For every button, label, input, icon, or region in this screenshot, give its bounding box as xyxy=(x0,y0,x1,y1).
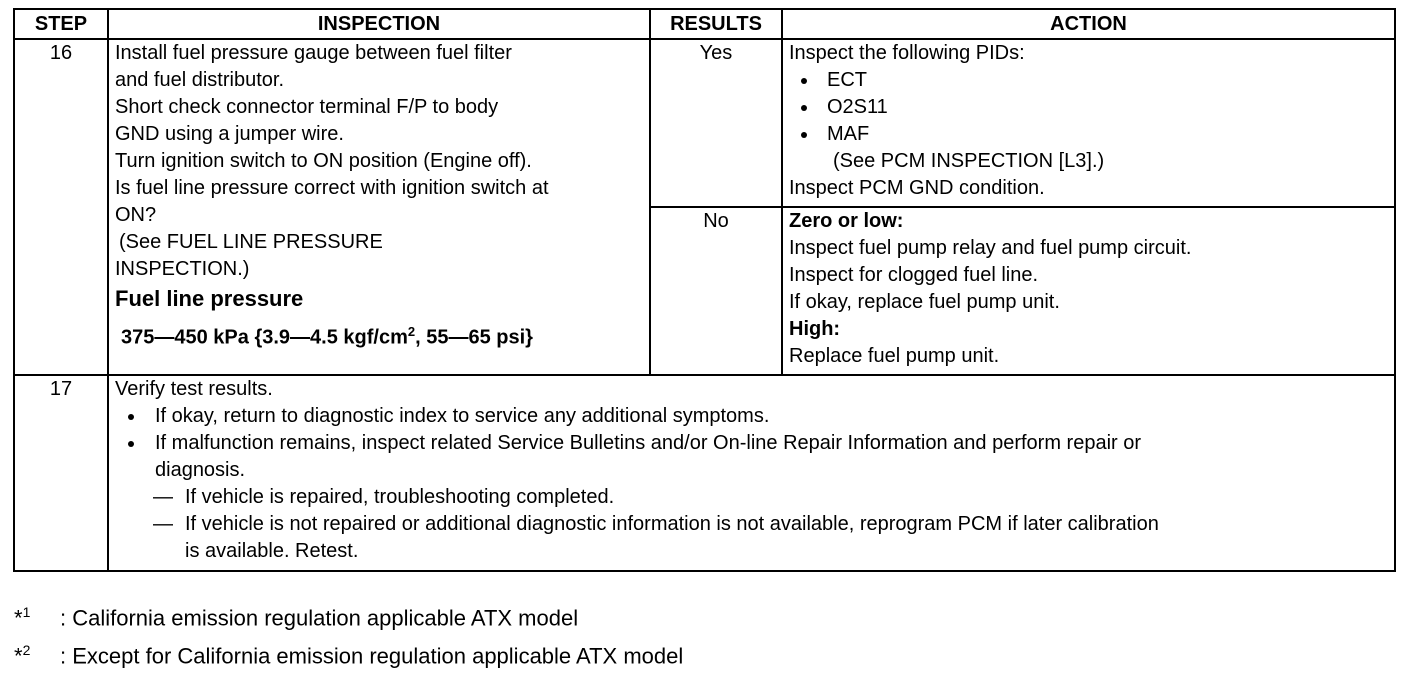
footnote-text-2: : Except for California emission regulation applicable ATX model xyxy=(60,643,684,669)
spec-value xyxy=(115,315,643,355)
list-item xyxy=(153,511,1388,565)
footnote-asterisk: * xyxy=(14,605,23,631)
step16-see-line-2: INSPECTION.) xyxy=(115,258,250,280)
step17-list xyxy=(115,403,1388,484)
dash-icon: — xyxy=(153,513,173,535)
step17-sublist xyxy=(115,484,1388,565)
spec-title: Fuel line pressure xyxy=(115,286,304,311)
header-row xyxy=(14,9,1395,39)
footnote-number: 2 xyxy=(22,642,31,659)
step16-yes-row xyxy=(14,39,1395,207)
spec-value-b: , 55—65 psi} xyxy=(415,326,533,349)
step16-inspection xyxy=(108,39,650,375)
spec-value-a: 375—450 kPa {3.9—4.5 kgf/cm xyxy=(121,326,408,349)
step16-insp-line-6: Is fuel line pressure correct with ignition switch at xyxy=(115,177,549,199)
step17-dash-1: If vehicle is repaired, troubleshooting completed. xyxy=(185,486,615,508)
header-inspection: INSPECTION xyxy=(108,9,650,39)
bullet-icon xyxy=(128,414,134,420)
step16-insp-line-5: Turn ignition switch to ON position (Engine off). xyxy=(115,150,532,172)
header-step: STEP xyxy=(14,9,108,39)
step16-insp-line-7: ON? xyxy=(115,204,157,226)
step17-number: 17 xyxy=(14,375,108,571)
yes-intro: Inspect the following PIDs: xyxy=(789,42,1025,64)
step17-inspection xyxy=(108,375,1395,571)
footnote-asterisk: * xyxy=(14,643,23,669)
diagnostic-table xyxy=(13,8,1396,572)
footnote-2 xyxy=(14,634,683,672)
zero-line-1: Inspect fuel pump relay and fuel pump circuit. xyxy=(789,237,1192,259)
list-item xyxy=(789,121,1388,148)
footnotes xyxy=(14,596,683,673)
dash-icon: — xyxy=(153,486,173,508)
pid-ect: ECT xyxy=(827,69,867,91)
step17-dash-2-line-2: is available. Retest. xyxy=(185,540,359,562)
bullet-icon xyxy=(801,132,807,138)
high-line-1: Replace fuel pump unit. xyxy=(789,345,1000,367)
step17-row xyxy=(14,375,1395,571)
list-item xyxy=(115,430,1388,484)
step16-insp-line-4: GND using a jumper wire. xyxy=(115,123,344,145)
step16-insp-line-3: Short check connector terminal F/P to body xyxy=(115,96,499,118)
step16-action-yes xyxy=(782,39,1395,207)
header-results: RESULTS xyxy=(650,9,782,39)
footnote-1 xyxy=(14,596,683,634)
pid-list xyxy=(789,67,1388,148)
step16-insp-line-1: Install fuel pressure gauge between fuel filter xyxy=(115,42,512,64)
footnote-mark-2 xyxy=(14,634,60,672)
zero-line-2: Inspect for clogged fuel line. xyxy=(789,264,1039,286)
header-action: ACTION xyxy=(782,9,1395,39)
step16-number: 16 xyxy=(14,39,108,375)
step17-bullet-2-line-2: diagnosis. xyxy=(155,459,246,481)
step16-result-no: No xyxy=(650,207,782,375)
step17-title: Verify test results. xyxy=(115,378,273,400)
step16-result-yes: Yes xyxy=(650,39,782,207)
list-item xyxy=(789,67,1388,94)
yes-outro: Inspect PCM GND condition. xyxy=(789,177,1045,199)
footnote-number: 1 xyxy=(22,604,31,620)
list-item xyxy=(115,403,1388,430)
footnote-mark-1 xyxy=(14,596,60,634)
bullet-icon xyxy=(128,441,134,447)
high-title: High: xyxy=(789,318,841,340)
step17-dash-2-line-1: If vehicle is not repaired or additional diagnostic information is not available, reprogram PCM if later calibration xyxy=(185,513,1159,535)
footnote-text-1: : California emission regulation applicable ATX model xyxy=(60,605,579,631)
list-item xyxy=(789,94,1388,121)
step16-insp-line-2: and fuel distributor. xyxy=(115,69,284,91)
pid-o2s11: O2S11 xyxy=(827,96,888,118)
list-item xyxy=(153,484,1388,511)
bullet-icon xyxy=(801,78,807,84)
step16-action-no xyxy=(782,207,1395,375)
zero-line-3: If okay, replace fuel pump unit. xyxy=(789,291,1060,313)
spec-sup: 2 xyxy=(407,324,416,339)
yes-see: (See PCM INSPECTION [L3].) xyxy=(833,150,1105,172)
zero-low-title: Zero or low: xyxy=(789,210,904,232)
step17-bullet-2-line-1: If malfunction remains, inspect related Service Bulletins and/or On-line Repair Information and perform repair or xyxy=(155,432,1142,454)
bullet-icon xyxy=(801,105,807,111)
step16-see-line-1: (See FUEL LINE PRESSURE xyxy=(119,231,383,253)
step17-bullet-1: If okay, return to diagnostic index to service any additional symptoms. xyxy=(155,405,770,427)
pid-maf: MAF xyxy=(827,123,870,145)
